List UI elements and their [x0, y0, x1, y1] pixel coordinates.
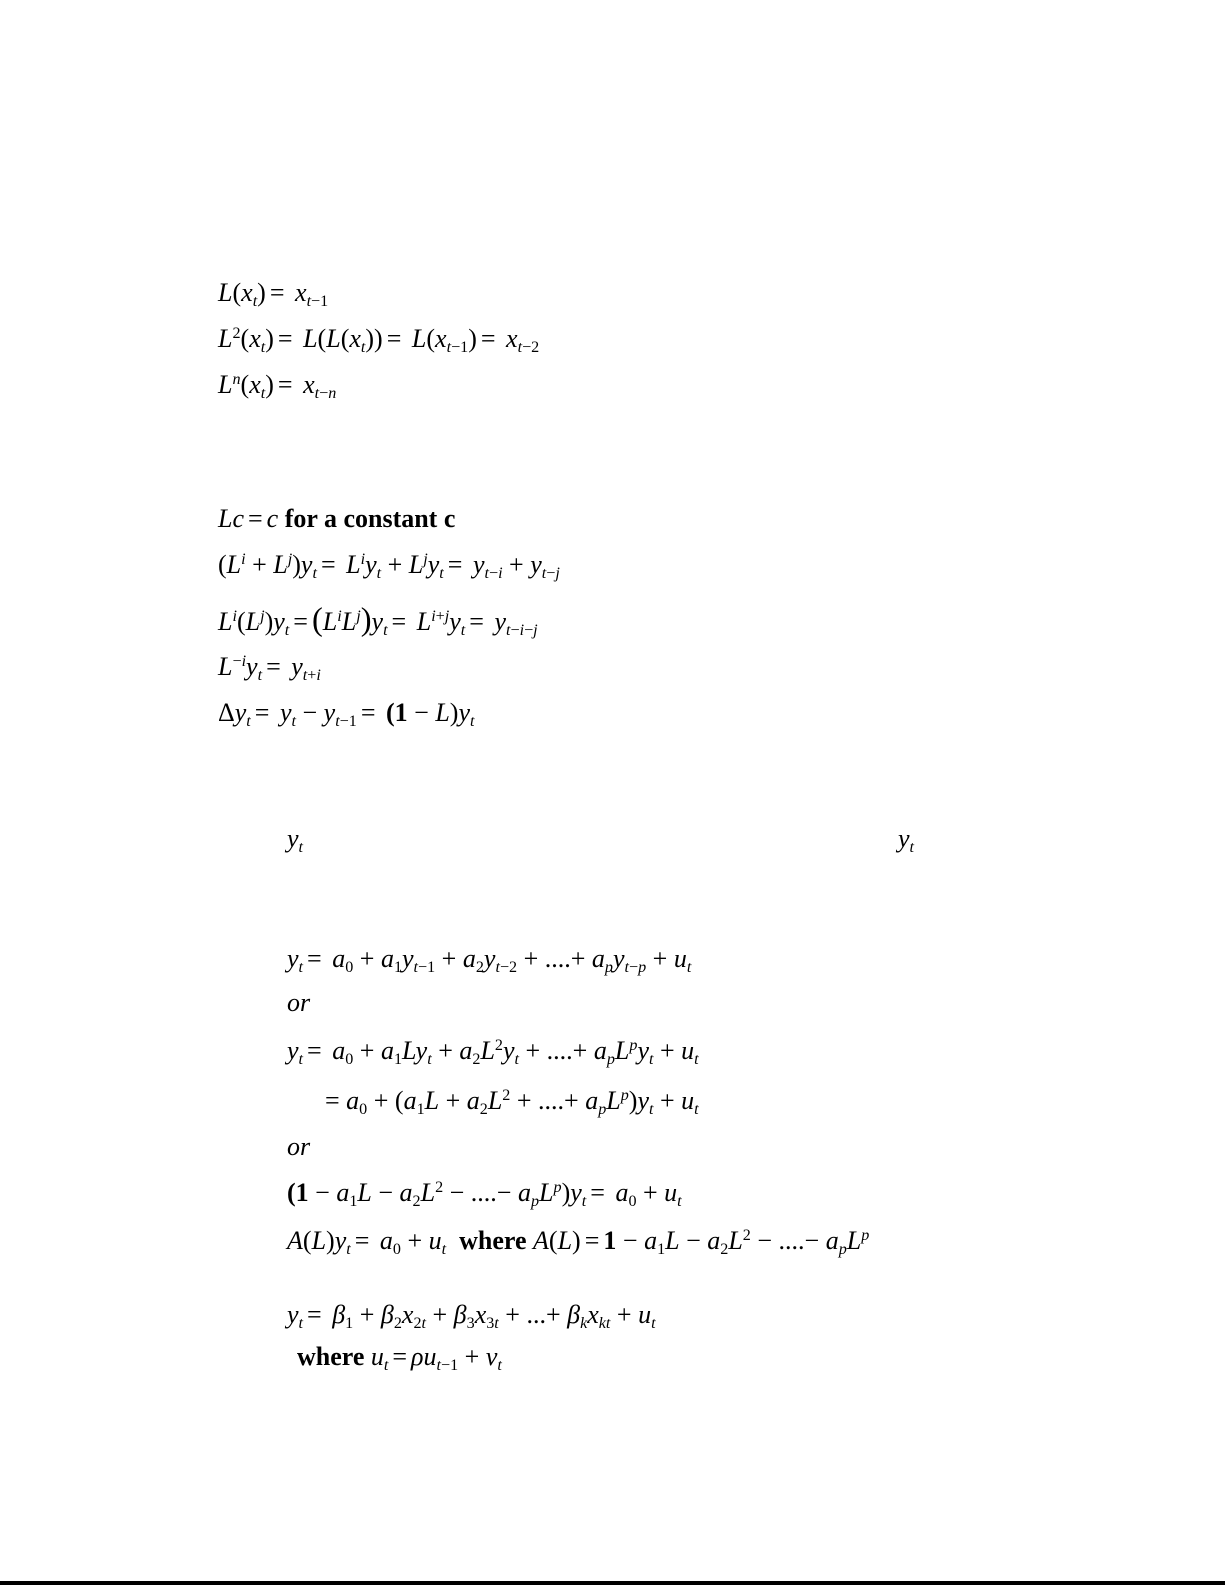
lag-property-constant: Lc = c for a constant c [218, 504, 456, 533]
lag-property-inverse: $L^{-i}y_t = y_{t+i}$ [218, 652, 321, 685]
where-label-1: where [459, 1226, 527, 1255]
ar-equation-3: = $a_0 + (a_1L + a_2L^2$ + ....+ $a_pL^p)y_t + u_t$ [325, 1086, 699, 1119]
constant-note: for a constant c [284, 504, 456, 533]
or-label-1: or [287, 988, 311, 1017]
lag-property-sum: $(L^i + L^j)y_t = L^iy_t + L^jy_t = y_{t-i} + y_{t-j}$ [218, 550, 560, 583]
error-process: where $u_t = \rho u_{t-1} + v_t$ [297, 1342, 502, 1375]
ar-equation-4: ($1 - a_1L - a_2L^2$ − ....− $a_pL^p)y_t = a_0 + u_t$ [287, 1178, 682, 1211]
lag-definition-2: $L^2(x_t) = L(L(x_t)) = L(x_{t-1}) = x_{t-2}$ [218, 324, 540, 357]
ar-lag-polynomial: $A(L)y_t = a_0 + u_t$ where $A(L) = 1 - a_1L - a_2L^2$ − ....− $a_pL^p$ [287, 1226, 870, 1259]
inline-symbol-yt-left: $y_t$ [287, 824, 304, 857]
page-bottom-border [0, 1581, 1225, 1585]
where-label-2: where [297, 1342, 365, 1371]
inline-symbol-yt-right: $y_t$ [898, 824, 915, 857]
ar-equation-2: $y_t = a_0 + a_1Ly_t + a_2L^2y_t$ + ....+ $a_pL^py_t + u_t$ [287, 1036, 699, 1069]
regression-equation: $y_t = \beta_1 + \beta_2x_{2t} + \beta_3x_{3t}$ + ...+ $\beta_kx_{kt} + u_t$ [287, 1300, 656, 1333]
or-label-2: or [287, 1132, 311, 1161]
lag-definition-1: $L(x_t) = x_{t-1}$ [218, 278, 329, 311]
lag-definition-3: $L^n(x_t) = x_{t-n}$ [218, 370, 337, 403]
lag-property-product: $L^i(L^j)y_t = (L^iL^j)y_t = L^{i+j}y_t = y_{t-i-j}$ [218, 602, 538, 640]
ar-equation-1: $y_t = a_0 + a_1y_{t-1} + a_2y_{t-2}$ + ....+ $a_py_{t-p} + u_t$ [287, 944, 692, 977]
difference-operator: $\Delta y_t = y_t - y_{t-1} = (1 - L)y_t$ [218, 698, 475, 731]
